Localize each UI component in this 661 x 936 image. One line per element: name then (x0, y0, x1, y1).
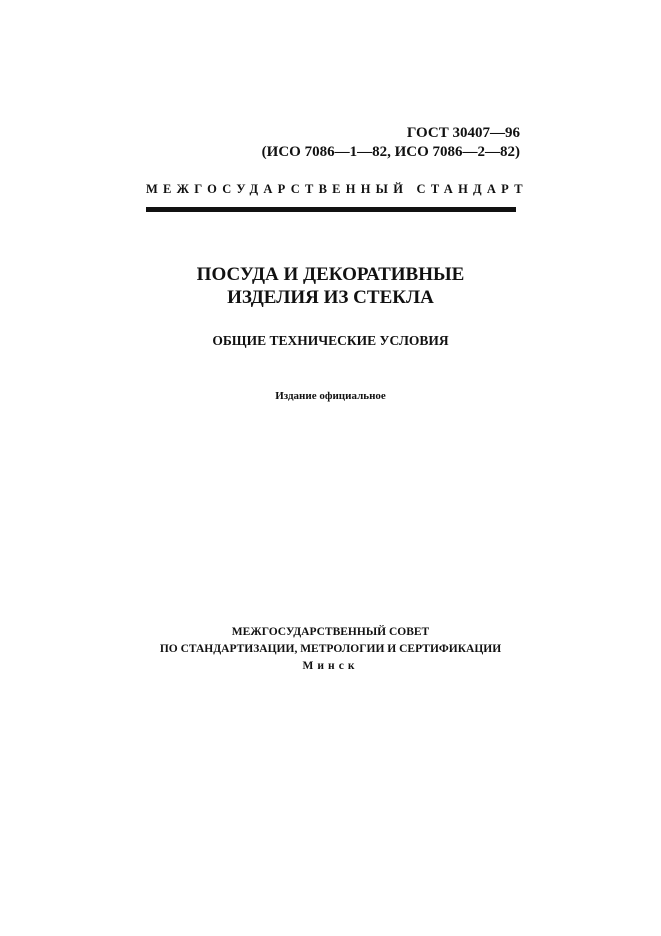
standard-type-heading: МЕЖГОСУДАРСТВЕННЫЙ СТАНДАРТ (146, 182, 528, 196)
heading-rule (146, 207, 516, 212)
gost-number: ГОСТ 30407—96 (406, 125, 520, 141)
iso-references: (ИСО 7086—1—82, ИСО 7086—2—82) (261, 144, 520, 160)
title-line-1: ПОСУДА И ДЕКОРАТИВНЫЕ (196, 264, 465, 285)
publisher-line-1: МЕЖГОСУДАРСТВЕННЫЙ СОВЕТ (231, 626, 430, 638)
document-subtitle: ОБЩИЕ ТЕХНИЧЕСКИЕ УСЛОВИЯ (212, 333, 449, 348)
publisher-block (0, 624, 661, 675)
document-title (0, 263, 661, 309)
edition-note: Издание официальное (275, 390, 386, 402)
title-line-2: ИЗДЕЛИЯ ИЗ СТЕКЛА (227, 287, 434, 308)
standard-designation (262, 124, 520, 162)
publisher-line-2: ПО СТАНДАРТИЗАЦИИ, МЕТРОЛОГИИ И СЕРТИФИКАЦИИ (159, 643, 502, 655)
publisher-city: Минск (302, 660, 359, 672)
